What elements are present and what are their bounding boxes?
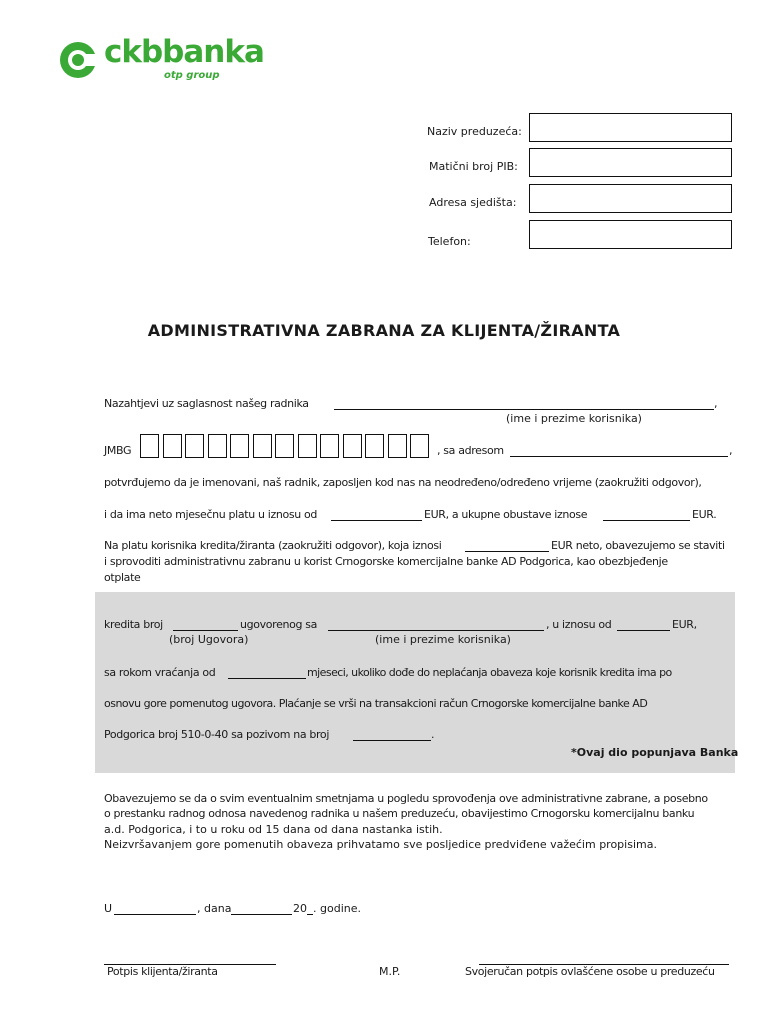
place-line[interactable] (114, 914, 196, 915)
company-name-label: Naziv preduzeća: (427, 125, 522, 138)
net-salary-text: Na platu korisnika kredita/žiranta (zaokružiti odgovor), koja iznosi (104, 539, 442, 552)
payment-text: osnovu gore pomenutog ugovora. Plaćanje se vrši na transakcioni račun Crnogorske komercijalne banke AD (104, 697, 648, 710)
deductions-amount-line[interactable] (603, 520, 690, 521)
company-signature-label: Svojeručan potpis ovlašćene osobe u preduzeću (465, 965, 715, 978)
loan-amount-line[interactable] (617, 630, 670, 631)
jmbg-digit-box[interactable] (140, 434, 159, 458)
salary-text: i da ima neto mjesečnu platu u iznosu od (104, 508, 318, 521)
address-text: , sa adresom (437, 444, 504, 457)
date-label: , dana (197, 902, 232, 915)
loan-number-text: kredita broj (104, 618, 163, 631)
loan-number-line[interactable] (173, 630, 238, 631)
obligations-p4: Neizvršavanjem gore pomenutih obaveza prihvatamo sve posljedice predviđene važećim propisima. (104, 838, 657, 851)
phone-field[interactable] (529, 220, 732, 249)
obligations-p1: Obavezujemo se da o svim eventualnim smetnjama u pogledu sprovođenja ove administrativne zabrane, a posebno (104, 792, 708, 805)
year-suffix: . godine. (313, 902, 361, 915)
deductions-text: EUR, a ukupne obustave iznose (424, 508, 588, 521)
company-name-field[interactable] (529, 113, 732, 142)
request-text: Nazahtjevi uz saglasnost našeg radnika (104, 397, 309, 410)
obligation-text: EUR neto, obavezujemo se staviti (551, 539, 725, 552)
jmbg-label: JMBG (104, 444, 132, 457)
client-signature-label: Potpis klijenta/žiranta (107, 965, 218, 978)
borrower-name-line[interactable] (328, 630, 544, 631)
obligations-p2: o prestanku radnog odnosa navedenog radnika u našem preduzeću, obavijestimo Crnogorsku komercijalnu banku (104, 807, 695, 820)
jmbg-digit-box[interactable] (185, 434, 204, 458)
jmbg-digit-box[interactable] (365, 434, 384, 458)
obligation-line3: otplate (104, 571, 141, 584)
employee-name-line[interactable] (334, 409, 714, 410)
jmbg-digit-box[interactable] (208, 434, 227, 458)
logo-sub-text: otp group (164, 70, 220, 81)
address-label: Adresa sjedišta: (429, 196, 517, 209)
net-amount-line[interactable] (465, 551, 549, 552)
place-label: U (104, 902, 113, 915)
logo-brand-text: ckbbanka (104, 34, 264, 70)
jmbg-digit-box[interactable] (275, 434, 294, 458)
contracted-text: ugovorenog sa (240, 618, 318, 631)
jmbg-digit-box[interactable] (320, 434, 339, 458)
bank-logo (58, 34, 268, 88)
term-text: sa rokom vraćanja od (104, 666, 216, 679)
period-text: . (431, 728, 435, 741)
jmbg-digit-box[interactable] (163, 434, 182, 458)
logo-mark-icon (58, 40, 98, 80)
address-field[interactable] (529, 184, 732, 213)
jmbg-digit-box[interactable] (253, 434, 272, 458)
term-months-line[interactable] (228, 678, 306, 679)
months-text: mjeseci, ukoliko dođe do neplaćanja obaveza koje korisnik kredita ima po (307, 666, 672, 679)
jmbg-digit-box[interactable] (410, 434, 429, 458)
bank-only-note: *Ovaj dio popunjava Banka (571, 746, 739, 759)
amount-text: , u iznosu od (546, 618, 612, 631)
pib-label: Matični broj PIB: (429, 160, 518, 173)
stamp-label: M.P. (379, 965, 401, 978)
jmbg-digit-box[interactable] (388, 434, 407, 458)
document-title: ADMINISTRATIVNA ZABRANA ZA KLIJENTA/ŽIRANTA (147, 321, 621, 340)
jmbg-digit-box[interactable] (298, 434, 317, 458)
date-line[interactable] (231, 914, 292, 915)
comma-text: , (714, 397, 718, 410)
confirmation-text: potvrđujemo da je imenovani, naš radnik, zaposljen kod nas na neodređeno/određeno vrijeme (zaokružiti odgovor), (104, 476, 702, 489)
year-prefix: 20 (293, 902, 307, 915)
borrower-caption: (ime i prezime korisnika) (375, 633, 511, 646)
obligations-p3: a.d. Podgorica, i to u roku od 15 dana od dana nastanka istih. (104, 823, 443, 836)
salary-amount-line[interactable] (331, 520, 422, 521)
employee-name-caption: (ime i prezime korisnika) (506, 412, 642, 425)
reference-number-line[interactable] (353, 740, 431, 741)
eur-text: EUR. (692, 508, 717, 521)
phone-label: Telefon: (428, 235, 471, 248)
eur-loan-text: EUR, (672, 618, 697, 631)
account-text: Podgorica broj 510-0-40 sa pozivom na broj (104, 728, 330, 741)
contract-caption: (broj Ugovora) (169, 633, 249, 646)
jmbg-digit-box[interactable] (230, 434, 249, 458)
address-comma-text: , (729, 444, 733, 457)
jmbg-digit-box[interactable] (343, 434, 362, 458)
employee-address-line[interactable] (510, 456, 728, 457)
pib-field[interactable] (529, 148, 732, 177)
obligation-line2: i sprovoditi administrativnu zabranu u korist Crnogorske komercijalne banke AD Podgorica, kao obezbjeđenje (104, 555, 668, 568)
